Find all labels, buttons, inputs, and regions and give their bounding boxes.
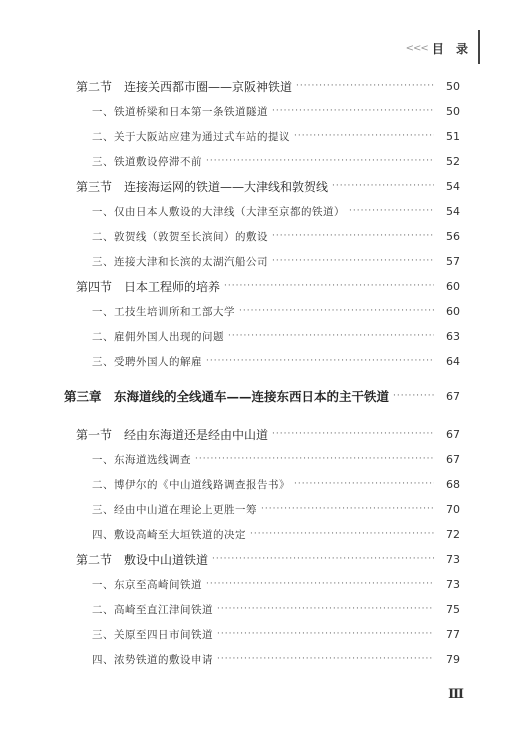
toc-entry-page: 79 [446, 652, 460, 666]
dot-leader [294, 126, 434, 146]
toc-item-row[interactable] [0, 574, 520, 594]
dot-leader [296, 76, 434, 96]
toc-entry-title: 一、工技生培训所和工部大学 [92, 305, 235, 318]
header-title: 目 录 [431, 42, 472, 56]
toc-entry-page: 67 [446, 452, 460, 466]
toc-entry-title: 四、浓势铁道的敷设申请 [92, 653, 213, 666]
dot-leader [195, 449, 434, 469]
toc-section-row[interactable] [0, 549, 520, 569]
dot-leader [393, 386, 434, 406]
header-arrows: <<< [405, 43, 428, 54]
toc-item-row[interactable] [0, 524, 520, 544]
dot-leader [272, 424, 434, 444]
toc-entry-title: 一、东京至高崎间铁道 [92, 578, 202, 591]
dot-leader [228, 326, 434, 346]
toc-entry-page: 64 [446, 354, 460, 368]
toc-entry-page: 54 [446, 179, 460, 193]
toc-section-row[interactable] [0, 176, 520, 196]
toc-item-row[interactable] [0, 499, 520, 519]
toc-entry-page: 75 [446, 602, 460, 616]
toc-entry-title: 四、敷设高崎至大垣铁道的决定 [92, 528, 246, 541]
toc-item-row[interactable] [0, 126, 520, 146]
dot-leader [217, 649, 434, 669]
toc-entry-title: 二、敦贺线（敦贺至长滨间）的敷设 [92, 230, 268, 243]
toc-entry-title: 二、高崎至直江津间铁道 [92, 603, 213, 616]
dot-leader [294, 474, 434, 494]
toc-entry-page: 51 [446, 129, 460, 143]
header-divider [478, 30, 480, 64]
toc-entry-title: 三、经由中山道在理论上更胜一筹 [92, 503, 257, 516]
toc-entry-title: 三、受聘外国人的解雇 [92, 355, 202, 368]
toc-entry-title: 第一节 经由东海道还是经由中山道 [76, 427, 269, 442]
toc-entry-title: 三、关原至四日市间铁道 [92, 628, 213, 641]
toc-entry-title: 第二节 连接关西都市圈——京阪神铁道 [76, 79, 293, 94]
toc-item-row[interactable] [0, 101, 520, 121]
toc-entry-page: 50 [446, 79, 460, 93]
toc-chapter-row[interactable] [0, 386, 520, 406]
toc-item-row[interactable] [0, 226, 520, 246]
dot-leader [217, 624, 434, 644]
toc-section-row[interactable] [0, 276, 520, 296]
toc-entry-title: 一、铁道桥梁和日本第一条铁道隧道 [92, 105, 268, 118]
page-number: Ⅲ [448, 687, 464, 702]
toc-item-row[interactable] [0, 624, 520, 644]
toc-item-row[interactable] [0, 599, 520, 619]
toc-entry-page: 57 [446, 254, 460, 268]
toc-item-row[interactable] [0, 474, 520, 494]
dot-leader [272, 251, 434, 271]
toc-entry-title: 一、仅由日本人敷设的大津线（大津至京都的铁道） [92, 205, 345, 218]
toc-entry-page: 77 [446, 627, 460, 641]
toc-entry-page: 73 [446, 577, 460, 591]
toc-entry-page: 50 [446, 104, 460, 118]
toc-item-row[interactable] [0, 326, 520, 346]
toc-entry-page: 60 [446, 304, 460, 318]
toc-entry-title: 第三节 连接海运网的铁道——大津线和敦贺线 [76, 179, 329, 194]
toc-entry-page: 67 [446, 427, 460, 441]
toc-entry-page: 68 [446, 477, 460, 491]
dot-leader [212, 549, 434, 569]
dot-leader [206, 351, 434, 371]
toc-entry-page: 60 [446, 279, 460, 293]
toc-entry-title: 第二节 敷设中山道铁道 [76, 552, 209, 567]
toc-item-row[interactable] [0, 449, 520, 469]
toc-entry-title: 第三章 东海道线的全线通车——连接东西日本的主干铁道 [64, 389, 390, 404]
toc-item-row[interactable] [0, 201, 520, 221]
toc-entry-page: 67 [446, 389, 460, 403]
running-header [406, 40, 472, 57]
dot-leader [349, 201, 434, 221]
toc-item-row[interactable] [0, 351, 520, 371]
toc-entry-title: 第四节 日本工程师的培养 [76, 279, 221, 294]
toc-entry-page: 52 [446, 154, 460, 168]
toc-entry-page: 73 [446, 552, 460, 566]
dot-leader [239, 301, 434, 321]
toc-item-row[interactable] [0, 251, 520, 271]
dot-leader [261, 499, 434, 519]
toc-entry-title: 三、连接大津和长滨的太湖汽船公司 [92, 255, 268, 268]
toc-entry-title: 一、东海道选线调查 [92, 453, 191, 466]
dot-leader [224, 276, 434, 296]
toc-item-row[interactable] [0, 649, 520, 669]
toc-item-row[interactable] [0, 301, 520, 321]
dot-leader [272, 226, 434, 246]
toc-entry-page: 56 [446, 229, 460, 243]
toc-entry-title: 三、铁道敷设停滞不前 [92, 155, 202, 168]
dot-leader [206, 574, 434, 594]
toc-section-row[interactable] [0, 76, 520, 96]
dot-leader [272, 101, 434, 121]
dot-leader [206, 151, 434, 171]
toc-entry-title: 二、关于大阪站应建为通过式车站的提议 [92, 130, 290, 143]
dot-leader [250, 524, 434, 544]
toc-section-row[interactable] [0, 424, 520, 444]
dot-leader [217, 599, 434, 619]
toc-entry-page: 70 [446, 502, 460, 516]
toc-entry-page: 54 [446, 204, 460, 218]
toc-item-row[interactable] [0, 151, 520, 171]
dot-leader [332, 176, 434, 196]
toc-entry-title: 二、博伊尔的《中山道线路调查报告书》 [92, 478, 290, 491]
toc-entry-title: 二、雇佣外国人出现的问题 [92, 330, 224, 343]
toc-entry-page: 63 [446, 329, 460, 343]
toc-entry-page: 72 [446, 527, 460, 541]
